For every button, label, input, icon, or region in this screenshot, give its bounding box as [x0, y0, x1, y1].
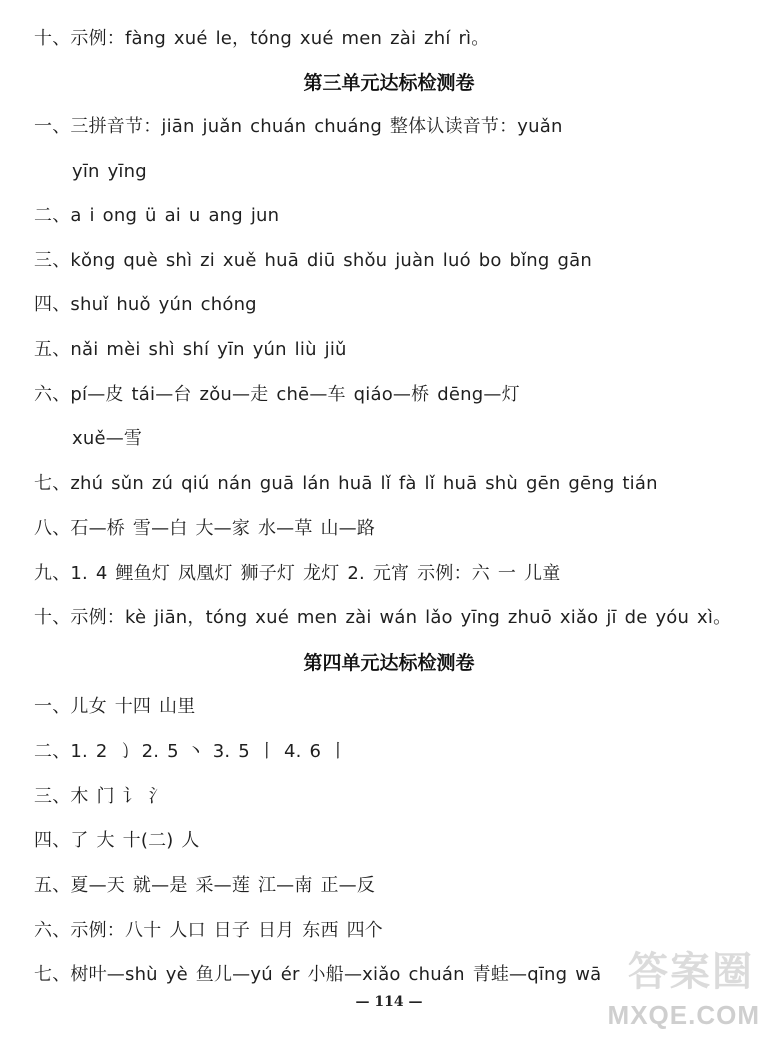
answer-line: 七、树叶—shù yè 鱼儿—yú ér 小船—xiǎo chuán 青蛙—qīng wā — [34, 964, 602, 985]
answer-line: 九、1. 4 鲤鱼灯 凤凰灯 狮子灯 龙灯 2. 元宵 示例：六 一 儿童 — [34, 563, 561, 584]
answer-line: 五、夏—天 就—是 采—莲 江—南 正—反 — [34, 875, 376, 896]
answer-line: 三、木 门 讠 氵 — [34, 786, 167, 807]
answer-line: 一、三拼音节：jiān juǎn chuán chuáng 整体认读音节：yuǎn — [34, 116, 563, 137]
section-heading-unit3: 第三单元达标检测卷 — [303, 72, 475, 94]
answer-line: 五、nǎi mèi shì shí yīn yún liù jiǔ — [34, 339, 347, 360]
answer-line: 十、示例：kè jiān，tóng xué men zài wán lǎo yīng zhuō xiǎo jī de yóu xì。 — [34, 607, 732, 628]
answer-line: 二、a i ong ü ai u ang jun — [34, 205, 280, 226]
answer-line: 四、shuǐ huǒ yún chóng — [34, 294, 257, 315]
answer-line-continued: xuě—雪 — [72, 428, 143, 449]
answer-line: 七、zhú sǔn zú qiú nán guā lán huā lǐ fà lǐ huā shù gēn gēng tián — [34, 473, 658, 494]
section-heading-unit4: 第四单元达标检测卷 — [303, 652, 475, 674]
watermark-logo: 答案圈 — [628, 949, 754, 995]
answer-line: 八、石—桥 雪—白 大—家 水—草 山—路 — [34, 518, 376, 539]
watermark-site: MXQE.COM — [607, 1000, 760, 1030]
answer-line: 二、1. 2 ㇁ 2. 5 丶 3. 5 丨 4. 6 丨 — [34, 741, 348, 762]
answer-line: 十、示例：fàng xué le，tóng xué men zài zhí rì。 — [34, 28, 490, 49]
page-number: — 114 — — [355, 994, 423, 1010]
answer-line: 四、了 大 十(二) 人 — [34, 830, 200, 851]
answer-line-continued: yīn yīng — [72, 161, 147, 182]
answer-line: 六、示例：八十 人口 日子 日月 东西 四个 — [34, 920, 384, 941]
answer-line: 一、儿女 十四 山里 — [34, 696, 196, 717]
answer-line: 六、pí—皮 tái—台 zǒu—走 chē—车 qiáo—桥 dēng—灯 — [34, 384, 520, 405]
answer-line: 三、kǒng què shì zi xuě huā diū shǒu juàn luó bo bǐng gān — [34, 250, 592, 271]
watermark — [589, 940, 764, 1035]
